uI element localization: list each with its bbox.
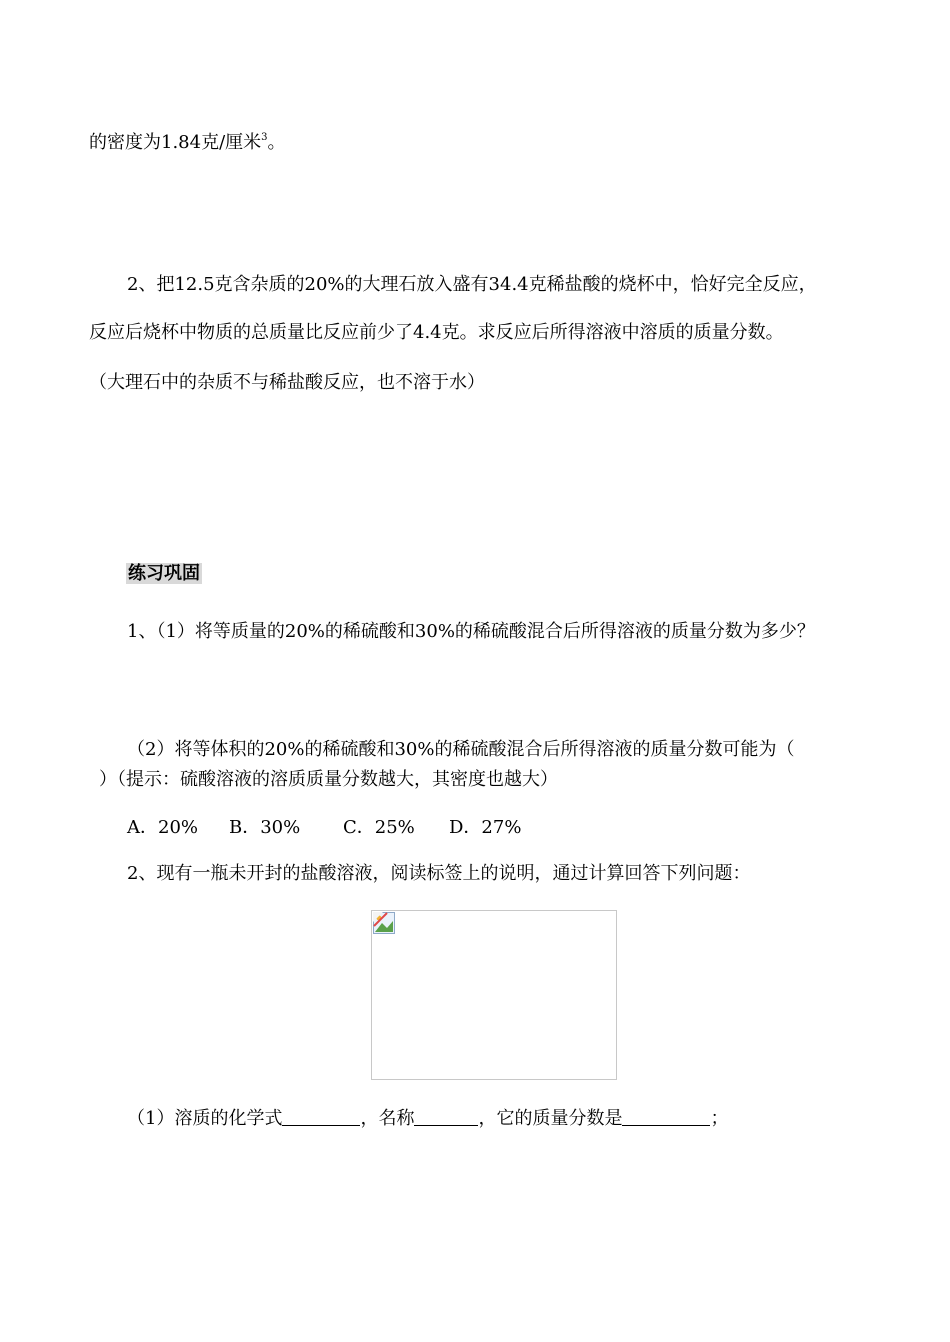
formula-blank[interactable] bbox=[282, 1107, 360, 1126]
fraction-prompt: ，它的质量分数是 bbox=[478, 1108, 623, 1129]
exercise-2: 2、现有一瓶未开封的盐酸溶液，阅读标签上的说明，通过计算回答下列问题： bbox=[127, 863, 751, 884]
name-prompt: ，名称 bbox=[360, 1108, 415, 1129]
exercise-1-part-2-line-2: ）（提示：硫酸溶液的溶质质量分数越大，其密度也越大） bbox=[99, 769, 558, 790]
name-blank[interactable] bbox=[414, 1107, 478, 1126]
label-image bbox=[371, 910, 617, 1080]
problem-2-line-1: 2、把12.5克含杂质的20%的大理石放入盛有34.4克稀盐酸的烧杯中，恰好完全反应， bbox=[127, 274, 817, 295]
answer-options bbox=[127, 816, 521, 840]
density-line bbox=[89, 126, 286, 155]
broken-image-icon bbox=[373, 912, 395, 934]
semicolon: ； bbox=[710, 1108, 729, 1129]
section-title: 练习巩固 bbox=[128, 563, 200, 584]
fraction-blank[interactable] bbox=[622, 1107, 710, 1126]
option-b: B．30% bbox=[229, 817, 301, 838]
section-heading bbox=[126, 562, 202, 586]
exercise-2-part-1 bbox=[127, 1107, 728, 1131]
formula-prompt: （1）溶质的化学式 bbox=[127, 1108, 283, 1129]
exercise-1-part-2-line-1: （2）将等体积的20%的稀硫酸和30%的稀硫酸混合后所得溶液的质量分数可能为（ bbox=[127, 739, 795, 760]
exercise-1-part-1: 1、（1）将等质量的20%的稀硫酸和30%的稀硫酸混合后所得溶液的质量分数为多少？ bbox=[127, 621, 815, 642]
option-d: D．27% bbox=[449, 817, 522, 838]
density-period: 。 bbox=[267, 132, 286, 153]
problem-2-line-2: 反应后烧杯中物质的总质量比反应前少了4.4克。求反应后所得溶液中溶质的质量分数。 bbox=[89, 322, 784, 343]
density-text: 的密度为1.84克/厘米 bbox=[89, 132, 262, 153]
superscript-three: 3 bbox=[261, 132, 268, 143]
problem-2-note: （大理石中的杂质不与稀盐酸反应，也不溶于水） bbox=[89, 372, 485, 393]
option-c: C．25% bbox=[343, 817, 415, 838]
option-a: A．20% bbox=[127, 817, 199, 838]
